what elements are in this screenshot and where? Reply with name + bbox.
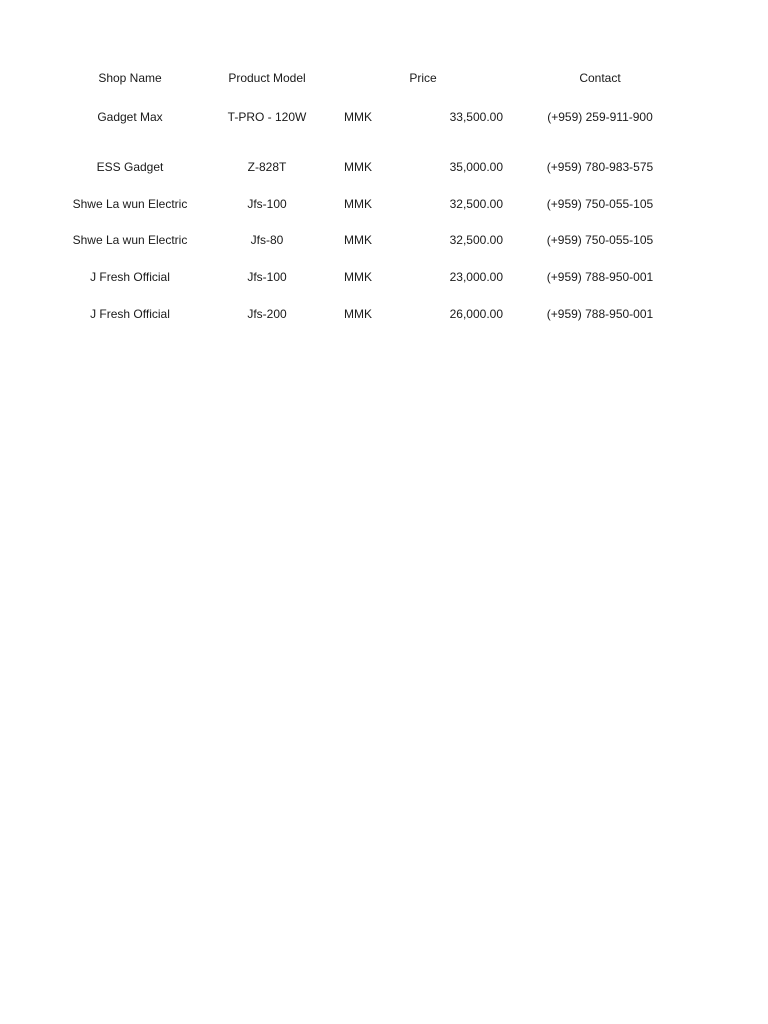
cell-product-model: Jfs-200 — [247, 307, 287, 321]
header-product-model: Product Model — [228, 71, 306, 85]
cell-product-model: Jfs-100 — [247, 197, 287, 211]
cell-contact: (+959) 259-911-900 — [547, 110, 653, 124]
cell-currency: MMK — [344, 197, 372, 211]
cell-price: 32,500.00 — [449, 197, 503, 211]
cell-shop-name: ESS Gadget — [96, 160, 164, 174]
cell-contact: (+959) 750-055-105 — [546, 233, 654, 247]
cell-contact: (+959) 788-950-001 — [546, 270, 654, 284]
header-shop-name: Shop Name — [98, 71, 162, 85]
cell-shop-name: Shwe La wun Electric — [72, 233, 188, 247]
header-price: Price — [409, 71, 437, 85]
header-contact: Contact — [579, 71, 621, 85]
cell-product-model: Jfs-100 — [247, 270, 287, 284]
cell-shop-name: J Fresh Official — [90, 307, 170, 321]
cell-shop-name: Gadget Max — [97, 110, 163, 124]
cell-price: 23,000.00 — [449, 270, 503, 284]
cell-product-model: Jfs-80 — [250, 233, 284, 247]
cell-price: 26,000.00 — [449, 307, 503, 321]
cell-shop-name: Shwe La wun Electric — [72, 197, 188, 211]
cell-currency: MMK — [344, 270, 372, 284]
cell-price: 33,500.00 — [449, 110, 503, 124]
cell-product-model: Z-828T — [247, 160, 287, 174]
cell-price: 35,000.00 — [449, 160, 503, 174]
cell-currency: MMK — [344, 110, 372, 124]
cell-contact: (+959) 788-950-001 — [546, 307, 654, 321]
cell-contact: (+959) 780-983-575 — [546, 160, 654, 174]
cell-currency: MMK — [344, 307, 372, 321]
cell-price: 32,500.00 — [449, 233, 503, 247]
cell-shop-name: J Fresh Official — [90, 270, 170, 284]
cell-currency: MMK — [344, 160, 372, 174]
cell-currency: MMK — [344, 233, 372, 247]
cell-contact: (+959) 750-055-105 — [546, 197, 654, 211]
cell-product-model: T-PRO - 120W — [227, 110, 307, 124]
